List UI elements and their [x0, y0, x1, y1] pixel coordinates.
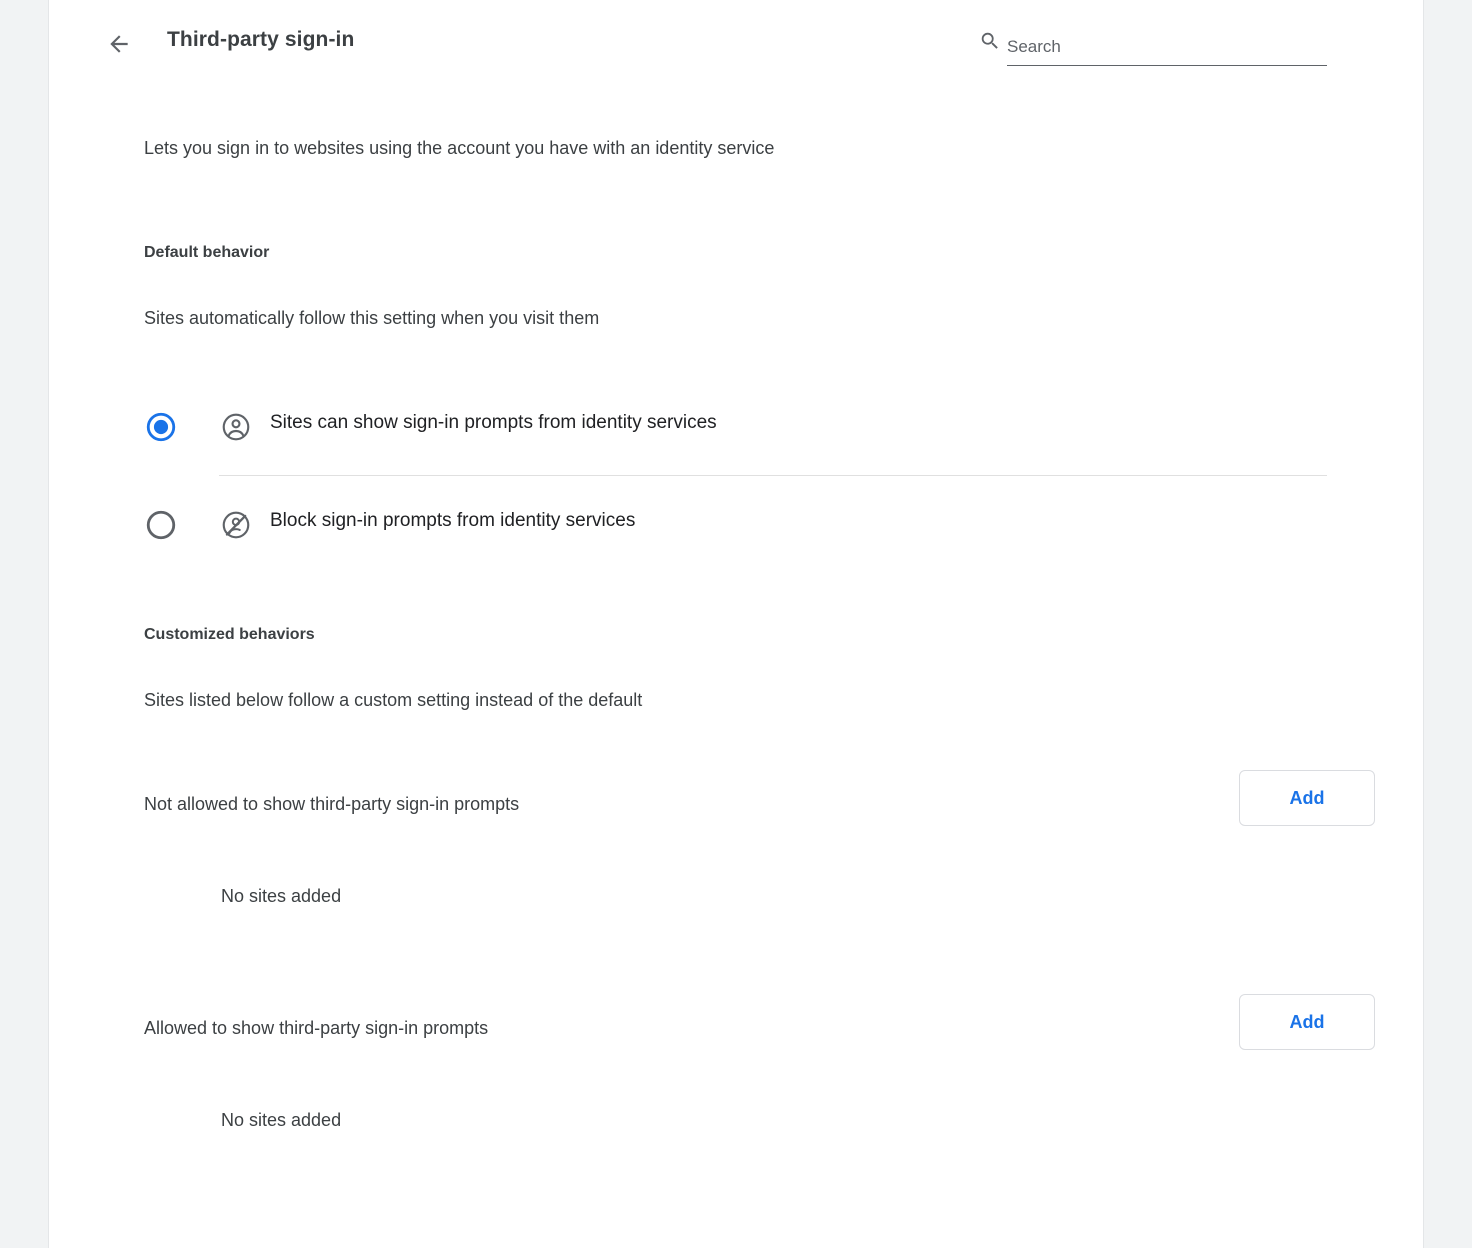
arrow-back-icon[interactable]	[97, 22, 141, 66]
not-allowed-empty-text: No sites added	[221, 886, 342, 906]
account-circle-icon	[220, 411, 252, 443]
add-allowed-button[interactable]: Add	[1239, 994, 1375, 1050]
not-allowed-label: Not allowed to show third-party sign-in prompts	[144, 794, 520, 814]
search-icon	[979, 30, 1001, 52]
search-input[interactable]	[1007, 32, 1327, 66]
radio-unselected-icon[interactable]	[144, 508, 178, 542]
allowed-empty-text: No sites added	[221, 1110, 342, 1130]
default-behavior-title: Default behavior	[144, 244, 270, 261]
default-behavior-radio-group	[49, 378, 1423, 574]
radio-option-block-label: Block sign-in prompts from identity services	[270, 510, 636, 531]
customized-behaviors-subtitle: Sites listed below follow a custom setting instead of the default	[144, 690, 643, 710]
customized-behaviors-title: Customized behaviors	[144, 626, 315, 643]
radio-option-allow[interactable]	[49, 378, 1423, 476]
search-box[interactable]	[1007, 22, 1375, 66]
settings-card	[48, 0, 1424, 1248]
default-behavior-subtitle: Sites automatically follow this setting when you visit them	[144, 308, 600, 328]
radio-selected-icon[interactable]	[144, 410, 178, 444]
add-not-allowed-button[interactable]: Add	[1239, 770, 1375, 826]
page-title: Third-party sign-in	[167, 28, 355, 51]
radio-option-block[interactable]	[49, 476, 1423, 574]
page-header	[49, 0, 1423, 88]
radio-option-allow-label: Sites can show sign-in prompts from identity services	[270, 412, 717, 433]
not-allowed-group	[49, 770, 1423, 950]
account-circle-blocked-icon	[220, 509, 252, 541]
allowed-label: Allowed to show third-party sign-in prompts	[144, 1018, 489, 1038]
intro-description: Lets you sign in to websites using the account you have with an identity service	[144, 138, 775, 158]
allowed-group	[49, 994, 1423, 1174]
